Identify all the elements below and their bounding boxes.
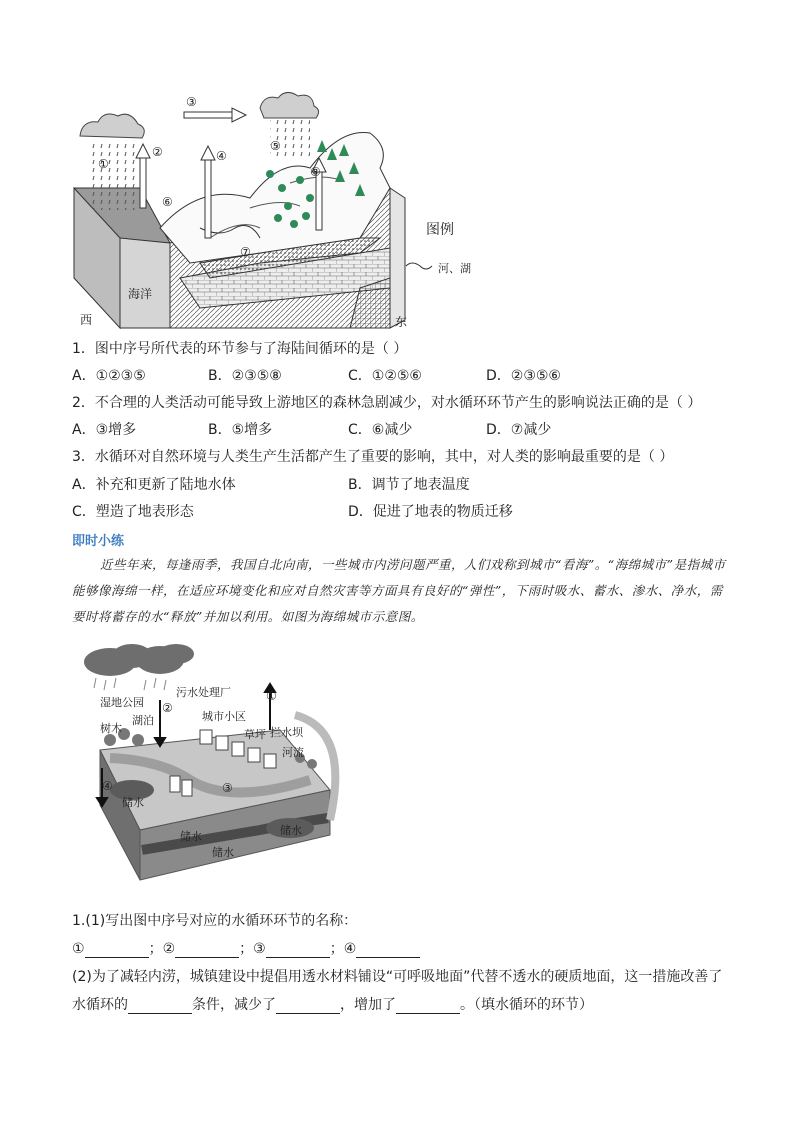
label-storage-3: 储水 — [212, 846, 234, 859]
label-n3: ③ — [186, 95, 197, 109]
label-n8: ⑧ — [310, 165, 321, 179]
label-num-1: ① — [266, 689, 277, 703]
label-num-3: ③ — [222, 781, 233, 795]
label-n1: ① — [98, 157, 109, 171]
label-wetland: 湿地公园 — [100, 696, 144, 709]
river-legend-icon — [406, 263, 432, 269]
label-n5: ⑤ — [270, 139, 281, 153]
label-n2: ② — [152, 145, 163, 159]
blank-label-2: ② — [162, 941, 176, 957]
exercise-q2-line1: (2)为了减轻内涝，城镇建设中提倡用透水材料铺设“可呼吸地面”代替不透水的硬质地面，这一措施改善了 — [72, 969, 723, 985]
q3-option-a: A．补充和更新了陆地水体 — [72, 477, 236, 493]
q3-option-b: B．调节了地表温度 — [348, 477, 470, 493]
q2-text-2: 条件，减少了 — [192, 997, 276, 1013]
water-cycle-diagram — [60, 88, 500, 333]
q1-option-b: B．②③⑤⑧ — [208, 368, 282, 384]
label-n7: ⑦ — [240, 245, 251, 259]
label-storage-4: 储水 — [280, 824, 302, 837]
q2-option-a: A．③增多 — [72, 422, 137, 438]
q1-option-c: C．①②⑤⑥ — [348, 368, 422, 384]
label-num-2: ② — [162, 701, 173, 715]
section-title: 即时小练 — [72, 534, 125, 549]
label-lake: 湖泊 — [132, 714, 154, 727]
blank-1[interactable] — [85, 943, 149, 958]
label-lawn: 草坪 — [244, 728, 266, 741]
separator: ； — [148, 941, 163, 957]
q2-text-4: 。（填水循环的环节） — [460, 997, 593, 1013]
question-3-stem: 3．水循环对自然环境与人类生产生活都产生了重要的影响，其中，对人类的影响最重要的是（ ） — [72, 449, 674, 465]
label-west: 西 — [80, 313, 93, 327]
q1-option-d: D．②③⑤⑥ — [486, 368, 561, 384]
blank-label-1: ① — [72, 941, 85, 957]
question-1-stem: 1．图中序号所代表的环节参与了海陆间循环的是（ ） — [72, 341, 408, 357]
separator: ； — [329, 941, 344, 957]
q2-option-b: B．⑤增多 — [208, 422, 273, 438]
label-community: 城市小区 — [202, 710, 246, 723]
exercise-blanks-row — [72, 940, 420, 958]
sponge-city-diagram — [80, 640, 350, 890]
q2-text-3: ，增加了 — [340, 997, 396, 1013]
label-storage-1: 储水 — [122, 796, 144, 809]
blank-3[interactable] — [266, 943, 330, 958]
question-2-stem: 2．不合理的人类活动可能导致上游地区的森林急剧减少，对水循环环节产生的影响说法正确的是（ ） — [72, 395, 702, 411]
q3-option-c: C．塑造了地表形态 — [72, 504, 194, 520]
blank-label-4: ④ — [343, 941, 357, 957]
label-tree: 树木 — [100, 722, 122, 735]
q2-option-d: D．⑦减少 — [486, 422, 552, 438]
intro-paragraph: 近些年来，每逢雨季，我国自北向南，一些城市内涝问题严重，人们戏称到城市“看海”。“海绵城市”是指城市能够像海绵一样，在适应环境变化和应对自然灾害等方面具有良好的“弹性”，下雨时吸水、蓄水、渗水、净水，需要时将蓄存的水“释放”并加以利用。如图为海绵城市示意图。 — [72, 557, 726, 624]
blank-5[interactable] — [128, 999, 192, 1014]
q1-option-a: A．①②③⑤ — [72, 368, 146, 384]
separator: ； — [239, 941, 254, 957]
blank-label-3: ③ — [253, 941, 266, 957]
blank-6[interactable] — [276, 999, 340, 1014]
exercise-q1: 1.(1)写出图中序号对应的水循环环节的名称： — [72, 913, 358, 929]
label-east: 东 — [395, 315, 408, 329]
q2-option-c: C．⑥减少 — [348, 422, 413, 438]
blank-2[interactable] — [175, 943, 239, 958]
label-ocean: 海洋 — [128, 287, 153, 301]
exercise-q2-line2 — [72, 996, 593, 1014]
label-storage-2: 储水 — [180, 830, 202, 843]
label-river: 河流 — [282, 746, 304, 759]
label-num-4: ④ — [102, 779, 113, 793]
label-dam: 拦水坝 — [270, 726, 303, 739]
legend-item: 河、湖 — [438, 262, 471, 275]
q2-text-1: 水循环的 — [72, 997, 128, 1013]
legend-title: 图例 — [426, 222, 454, 238]
q3-option-d: D．促进了地表的物质迁移 — [348, 504, 513, 520]
label-n6: ⑥ — [162, 195, 173, 209]
blank-7[interactable] — [396, 999, 460, 1014]
blank-4[interactable] — [356, 943, 420, 958]
label-sewage: 污水处理厂 — [176, 686, 231, 699]
label-n4: ④ — [216, 149, 227, 163]
